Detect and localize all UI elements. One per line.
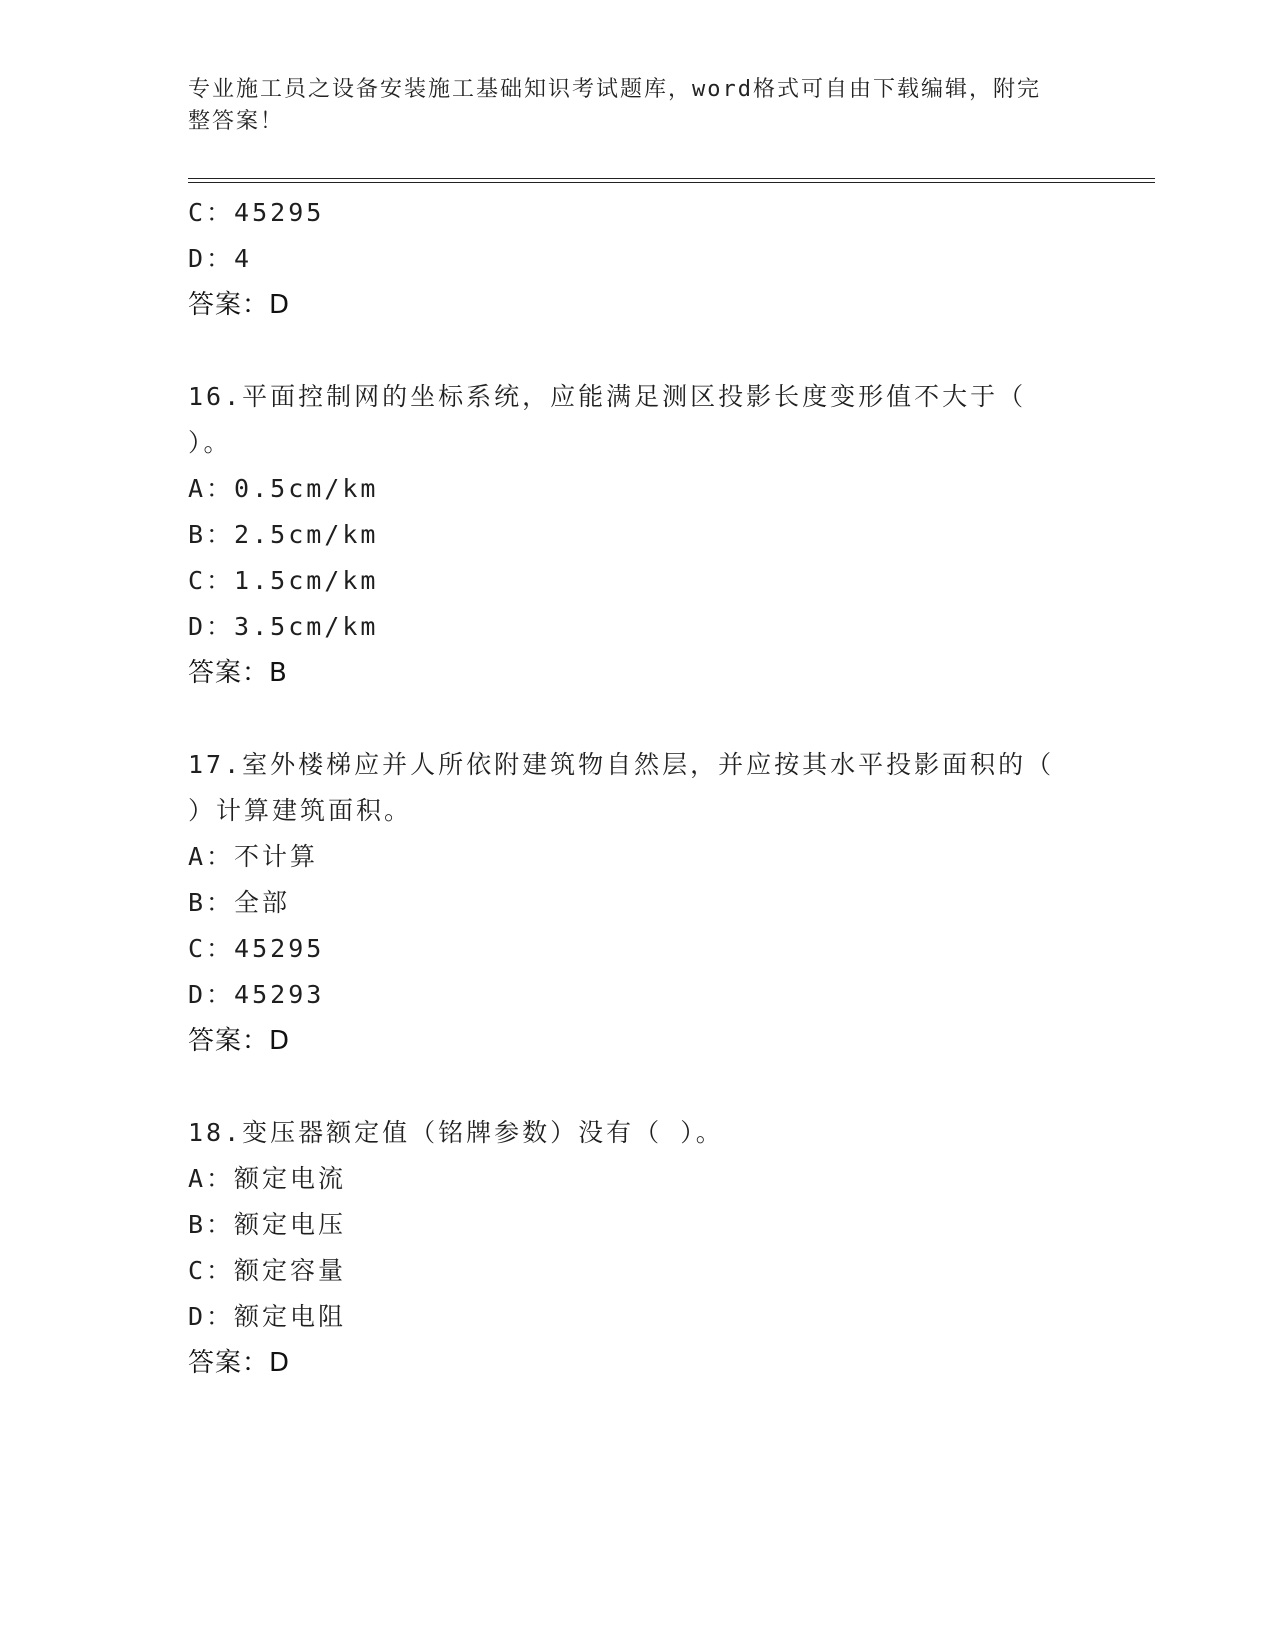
option-a: A：额定电流 — [188, 1164, 347, 1193]
question-16 — [188, 374, 1088, 696]
answer-line: 答案：B — [188, 658, 288, 688]
option-d: D：4 — [188, 244, 253, 273]
spacer — [188, 1064, 1088, 1110]
question-stem-line-1: 17.室外楼梯应并人所依附建筑物自然层，并应按其水平投影面积的（ — [188, 750, 1055, 779]
option-c: C：45295 — [188, 934, 325, 963]
option-c: C：45295 — [188, 198, 325, 227]
document-header — [188, 74, 1088, 138]
option-d: D：3.5cm/km — [188, 612, 379, 641]
answer-line: 答案：D — [188, 1348, 291, 1378]
question-18 — [188, 1110, 1088, 1386]
question-stem-line-2: ）计算建筑面积。 — [188, 796, 413, 825]
question-stem-line-1: 16.平面控制网的坐标系统，应能满足测区投影长度变形值不大于（ — [188, 382, 1027, 411]
question-stem-line-1: 18.变压器额定值（铭牌参数）没有（ ）。 — [188, 1118, 724, 1147]
header-line-2: 整答案！ — [188, 109, 285, 134]
answer-line: 答案：D — [188, 290, 291, 320]
question-list — [188, 190, 1088, 1386]
option-c: C：额定容量 — [188, 1256, 347, 1285]
option-d: D：45293 — [188, 980, 325, 1009]
question-stem-line-2: ）。 — [188, 428, 232, 457]
option-c: C：1.5cm/km — [188, 566, 379, 595]
option-a: A：0.5cm/km — [188, 474, 379, 503]
header-rule-bottom — [188, 182, 1155, 183]
spacer — [188, 696, 1088, 742]
answer-line: 答案：D — [188, 1026, 291, 1056]
option-a: A：不计算 — [188, 842, 319, 871]
spacer — [188, 328, 1088, 374]
option-b: B：额定电压 — [188, 1210, 347, 1239]
option-b: B：全部 — [188, 888, 291, 917]
option-d: D：额定电阻 — [188, 1302, 347, 1331]
option-b: B：2.5cm/km — [188, 520, 379, 549]
header-rule-top — [188, 178, 1155, 179]
continued-question — [188, 190, 1088, 328]
header-line-1: 专业施工员之设备安装施工基础知识考试题库，word格式可自由下载编辑，附完 — [188, 77, 1041, 102]
question-17 — [188, 742, 1088, 1064]
